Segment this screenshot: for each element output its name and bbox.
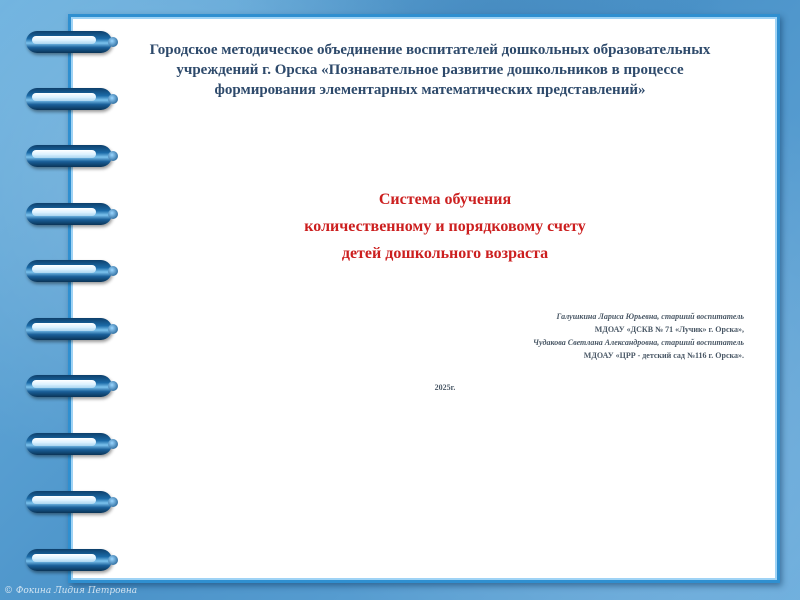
spiral-ring-icon <box>26 260 112 282</box>
header-line: Городское методическое объединение воспитателей дошкольных образовательных <box>149 42 711 58</box>
spiral-ring-icon <box>26 491 112 513</box>
spiral-ring-icon <box>26 433 112 455</box>
year-label: 2025г. <box>434 383 456 392</box>
spiral-ring-icon <box>26 88 112 110</box>
author-watermark: © Фокина Лидия Петровна <box>4 586 138 596</box>
spiral-ring-icon <box>26 375 112 397</box>
organization-header <box>110 40 750 100</box>
header-line: формирования элементарных математических представлений» <box>214 82 646 98</box>
spiral-ring-icon <box>26 145 112 167</box>
author-name: Галушкина Лариса Юрьевна, старший воспитатель <box>556 312 744 321</box>
title-line: Система обучения <box>378 191 512 208</box>
title-line: количественному и порядковому счету <box>304 218 586 235</box>
authors-block <box>420 310 744 362</box>
presentation-title <box>250 186 640 267</box>
author-organization: МДОАУ «ЦРР - детский сад №116 г. Орска». <box>583 351 744 360</box>
spiral-ring-icon <box>26 203 112 225</box>
spiral-ring-icon <box>26 549 112 571</box>
author-organization: МДОАУ «ДСКВ № 71 «Лучик» г. Орска», <box>594 325 744 334</box>
spiral-ring-icon <box>26 31 112 53</box>
author-name: Чудакова Светлана Александровна, старший воспитатель <box>533 338 744 347</box>
header-line: учреждений г. Орска «Познавательное развитие дошкольников в процессе <box>176 62 684 78</box>
spiral-ring-icon <box>26 318 112 340</box>
title-line: детей дошкольного возраста <box>341 245 549 262</box>
